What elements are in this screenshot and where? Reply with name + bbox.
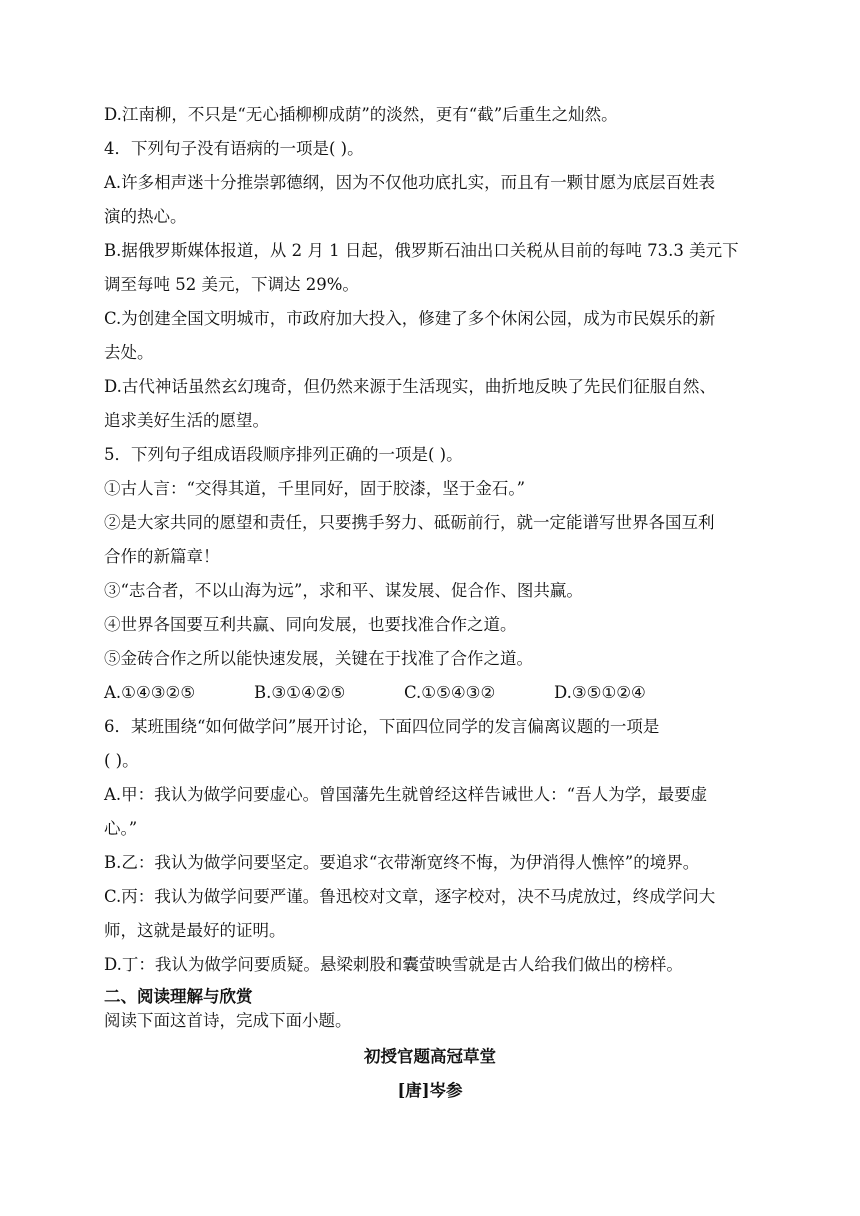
q5-sentence-3: ③“志合者，不以山海为远”，求和平、谋发展、促合作、图共赢。 (104, 581, 583, 600)
q4-option-c-line2: 去处。 (104, 343, 154, 362)
q5-sentence-1: ①古人言：“交得其道，千里同好，固于胶漆，坚于金石。” (104, 479, 526, 498)
q6-stem-line2: ( )。 (104, 751, 139, 770)
q5-sentence-2-line1: ②是大家共同的愿望和责任，只要携手努力、砥砺前行，就一定能谱写世界各国互利 (104, 513, 715, 532)
q4-option-b-line1: B.据俄罗斯媒体报道，从 2 月 1 日起，俄罗斯石油出口关税从目前的每吨 73.3 美元下 (104, 241, 739, 260)
q4-option-b-line2: 调至每吨 52 美元，下调达 29%。 (104, 275, 359, 294)
q4-option-c-line1: C.为创建全国文明城市，市政府加大投入，修建了多个休闲公园，成为市民娱乐的新 (104, 309, 716, 328)
q6-option-c-line2: 师，这就是最好的证明。 (104, 921, 286, 940)
q5-stem: 5．下列句子组成语段顺序排列正确的一项是( )。 (104, 445, 463, 464)
q6-option-d: D.丁：我认为做学问要质疑。悬梁刺股和囊萤映雪就是古人给我们做出的榜样。 (104, 955, 683, 974)
section-intro: 阅读下面这首诗，完成下面小题。 (104, 1011, 352, 1030)
q5-options (104, 682, 764, 704)
q6-option-b: B.乙：我认为做学问要坚定。要追求“衣带渐宽终不悔，为伊消得人憔悴”的境界。 (104, 853, 700, 872)
q5-option-d: D.③⑤①②④ (554, 683, 646, 702)
q6-stem-line1: 6．某班围绕“如何做学问”展开讨论，下面四位同学的发言偏离议题的一项是 (104, 717, 660, 736)
q4-option-d-line1: D.古代神话虽然玄幻瑰奇，但仍然来源于生活现实，曲折地反映了先民们征服自然、 (104, 377, 716, 396)
poem-title: 初授官题高冠草堂 (364, 1047, 496, 1066)
q6-option-a-line2: 心。” (104, 819, 138, 838)
q5-option-a: A.①④③②⑤ (104, 683, 196, 702)
q4-stem: 4．下列句子没有语病的一项是( )。 (104, 139, 364, 158)
q4-option-d-line2: 追求美好生活的愿望。 (104, 411, 269, 430)
q5-sentence-5: ⑤金砖合作之所以能快速发展，关键在于找准了合作之道。 (104, 649, 533, 668)
poem-author: [唐]岑参 (397, 1081, 463, 1100)
q4-option-a-line2: 演的热心。 (104, 207, 187, 226)
q4-option-a-line1: A.许多相声迷十分推崇郭德纲，因为不仅他功底扎实，而且有一颗甘愿为底层百姓表 (104, 173, 716, 192)
q3-option-d: D.江南柳，不只是“无心插柳柳成荫”的淡然，更有“截”后重生之灿然。 (104, 105, 618, 124)
section-heading: 二、阅读理解与欣赏 (104, 987, 253, 1006)
q5-sentence-2-line2: 合作的新篇章！ (104, 547, 220, 566)
q6-option-a-line1: A.甲：我认为做学问要虚心。曾国藩先生就曾经这样告诫世人：“吾人为学，最要虚 (104, 785, 708, 804)
q6-option-c-line1: C.丙：我认为做学问要严谨。鲁迅校对文章，逐字校对，决不马虎放过，终成学问大 (104, 887, 716, 906)
q5-sentence-4: ④世界各国要互利共赢、同向发展，也要找准合作之道。 (104, 615, 517, 634)
q5-option-c: C.①⑤④③② (404, 683, 496, 702)
q5-option-b: B.③①④②⑤ (254, 683, 346, 702)
